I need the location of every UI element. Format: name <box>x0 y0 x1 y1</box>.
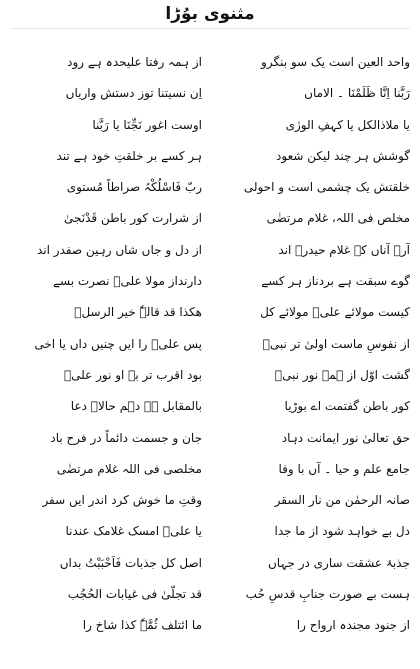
couplet-row <box>0 484 420 515</box>
couplet-row <box>0 547 420 578</box>
couplet-row <box>0 609 420 640</box>
couplet-row <box>0 109 420 140</box>
couplet-row <box>0 328 420 359</box>
first-hemistich: صانہ الرحمٰن من نار السقر <box>274 493 410 508</box>
second-hemistich: ما ائتلف ثُمَّہٗ کذا شاخ را <box>82 618 202 633</box>
first-hemistich: مخلص فی اللہ، غلام مرتضٰی <box>266 211 410 226</box>
couplet-row <box>0 422 420 453</box>
second-hemistich: از دل و جاں شاں رہین صفدر اند <box>36 242 202 257</box>
couplet-row <box>0 234 420 265</box>
couplet-row <box>0 296 420 327</box>
second-hemistich: از ہمہ رفتا علیحدہ ہے رود <box>67 55 202 69</box>
second-hemistich: قد تجلّیٰ فی غیابات الحُجُب <box>67 587 202 602</box>
first-hemistich: رَبَّنا اِنَّا ظَلَمْنَا ۔ الاماں <box>304 86 410 101</box>
couplet-row <box>0 359 420 390</box>
couplet-row <box>0 578 420 609</box>
couplet-row <box>0 515 420 546</box>
second-hemistich: یا علیؑ امسک غلامک عندنا <box>65 524 202 539</box>
second-hemistich: ھکذا قد قالہٗ خیر الرسلؐ <box>74 305 202 320</box>
second-hemistich: پس علیؑ را ایں چنیں داں یا اخی <box>34 336 202 351</box>
page-title: مثنوی بوُڑا <box>165 4 255 24</box>
first-hemistich: ہست بے صورت جنابِ قدسِ حُب <box>245 587 410 602</box>
second-hemistich: مخلصی فی اللہ غلام مرتضٰی <box>56 461 202 476</box>
couplet-row <box>0 202 420 233</box>
first-hemistich: کیست مولائے علیؑ مولائے کل <box>260 305 410 320</box>
first-hemistich: دل بے خواہد شود از ما جدا <box>274 524 410 539</box>
second-hemistich: اِن نسیتنا توز دستش واریاں <box>65 86 202 101</box>
first-hemistich: از نفوسِ ماست اولیٰ تر نبیؐ <box>262 336 410 351</box>
first-hemistich: خلقتش یک چشمی است و احولی <box>243 180 410 195</box>
second-hemistich: ہر کسے بر خلقتِ خود ہے تند <box>56 148 202 163</box>
couplet-row <box>0 77 420 108</box>
title-divider <box>10 28 410 29</box>
second-hemistich: بالمقابل ہے دہم حالاؔ دعا <box>70 399 202 414</box>
couplet-list <box>0 46 420 641</box>
second-hemistich: وقتِ ما خوش کرد اندر ایں سفر <box>42 493 202 508</box>
first-hemistich: یا ملاذالکل یا کہفِ الورٰی <box>285 117 410 132</box>
couplet-row <box>0 390 420 421</box>
second-hemistich: اصل کل جذبات فَاَحْبَبْتُ بداں <box>59 555 202 570</box>
couplet-row <box>0 140 420 171</box>
couplet-row <box>0 46 420 77</box>
first-hemistich: جذبۂ عشقت ساری در جہاں <box>267 555 410 570</box>
first-hemistich: کور باطن گفتمت اے بوڑیا <box>284 399 410 414</box>
second-hemistich: از شرارت کور باطن قَدْنَجیٰ <box>64 211 202 226</box>
first-hemistich: جامع علم و حیا ۔ آں با وفا <box>278 461 410 476</box>
first-hemistich: واحد العین است یک سو بنگرو <box>261 55 410 69</box>
first-hemistich: گوشش ہر چند لیکن شعود <box>276 148 410 163</box>
second-hemistich: جان و جسمت دائماً در فرح باد <box>50 430 202 445</box>
second-hemistich: اوست اغور نَجِّنَا یا رَبَّنا <box>92 117 202 132</box>
second-hemistich: دارنداز مولا علیؑ نصرت بسے <box>52 274 202 289</box>
first-hemistich: آرے آناں کہ غلام حیدرؑ اند <box>278 242 410 257</box>
couplet-row <box>0 453 420 484</box>
first-hemistich: گشت اوّل از ہمہ نور نبیؐ <box>274 367 410 382</box>
first-hemistich: گوے سبقت ہے بردناز ہر کسے <box>261 274 410 289</box>
first-hemistich: حق تعالیٰ نور ایمانت دہاد <box>281 430 410 445</box>
couplet-row <box>0 171 420 202</box>
second-hemistich: بود اقرب تر بہ او نور علیؑ <box>63 367 202 382</box>
couplet-row <box>0 265 420 296</box>
first-hemistich: از جنود مجندہ ارواح را <box>296 618 410 633</box>
second-hemistich: ربّ فَاسْلُکْہُ صراطاً مُستوی <box>66 180 202 195</box>
